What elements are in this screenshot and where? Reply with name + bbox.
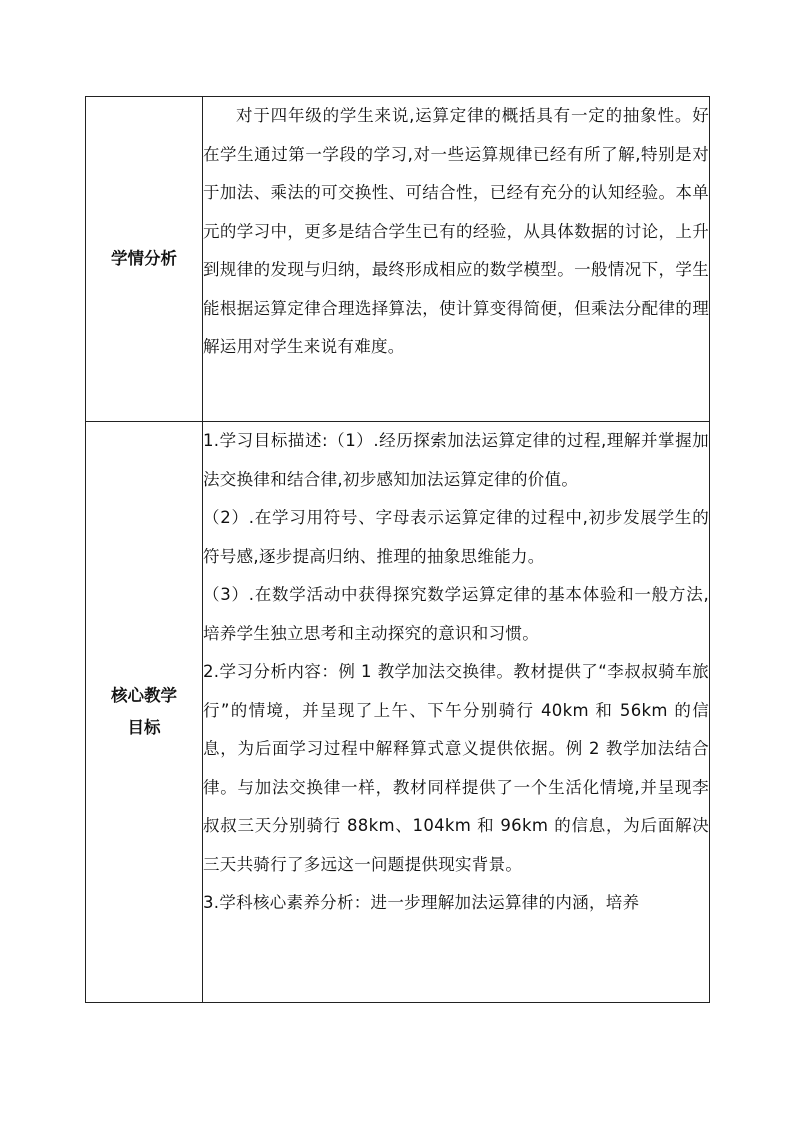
row-content-cell [203, 97, 710, 422]
student-analysis-text: 对于四年级的学生来说,运算定律的概括具有一定的抽象性。好在学生通过第一学段的学习,对一些运算规律已经有所了解,特别是对于加法、乘法的可交换性、可结合性，已经有充分的认知经验。本单元的学习中，更多是结合学生已有的经验，从具体数据的讨论，上升到规律的发现与归纳，最终形成相应的数学模型。一般情况下，学生能根据运算定律合理选择算法，使计算变得简便，但乘法分配律的理解运用对学生来说有难度。 [203, 106, 709, 356]
table-row-student-analysis [86, 97, 710, 422]
core-literacy-paragraph: 3.学科核心素养分析：进一步理解加法运算律的内涵，培养 [203, 893, 640, 912]
content-analysis-paragraph: 2.学习分析内容：例 1 教学加法交换律。教材提供了“李叔叔骑车旅行”的情境，并呈现了上午、下午分别骑行 40km 和 56km 的信息，为后面学习过程中解释算式意义提供依据。例 2 教学加法结合律。与加法交换律一样，教材同样提供了一个生活化情境,并呈现李叔叔三天分别骑行 88km、104km 和 96km 的信息，为后面解决三天共骑行了多远这一问题提供现实背景。 [203, 662, 709, 874]
row-label-cell [86, 97, 203, 422]
row-content-cell [203, 422, 710, 1003]
row-label-cell [86, 422, 203, 1003]
row-label-core-objectives-line2: 目标 [127, 718, 161, 737]
table-row-core-objectives [86, 422, 710, 1003]
objective-paragraph-3: （3）.在数学活动中获得探究数学运算定律的基本体验和一般方法,培养学生独立思考和主动探究的意识和习惯。 [203, 585, 709, 643]
objective-paragraph-2: （2）.在学习用符号、字母表示运算定律的过程中,初步发展学生的符号感,逐步提高归纳、推理的抽象思维能力。 [203, 508, 709, 566]
lesson-plan-table [85, 96, 710, 1003]
objective-paragraph-1: 1.学习目标描述:（1）.经历探索加法运算定律的过程,理解并掌握加法交换律和结合律,初步感知加法运算定律的价值。 [203, 431, 709, 489]
row-label-core-objectives-line1: 核心教学 [111, 686, 177, 705]
row-label-student-analysis: 学情分析 [111, 249, 177, 268]
